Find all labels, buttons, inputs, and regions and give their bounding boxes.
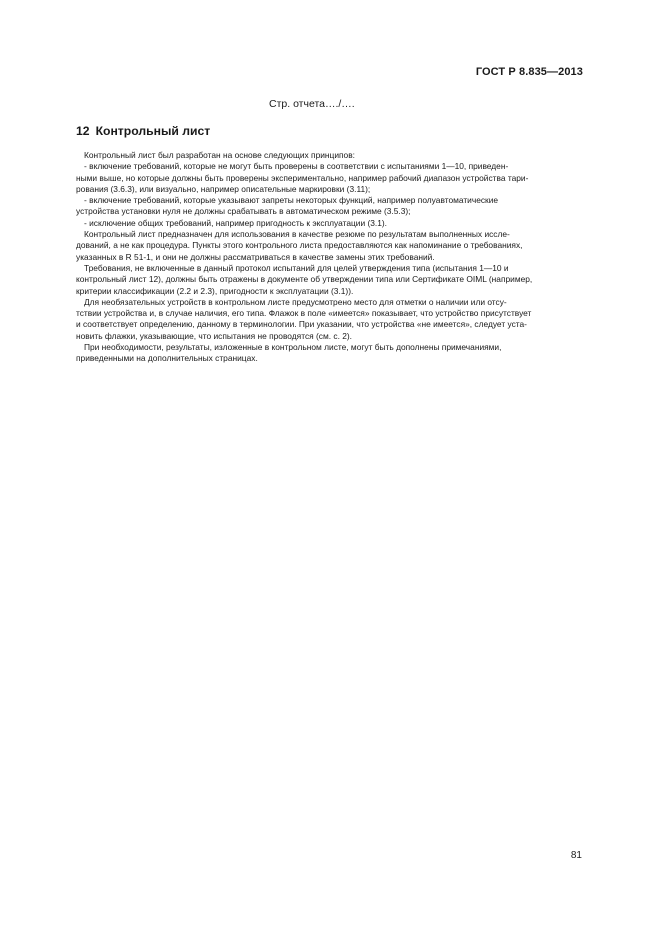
body-line: новить флажки, указывающие, что испытания не проводятся (см. с. 2). <box>76 330 352 341</box>
body-line: При необходимости, результаты, изложенные в контрольном листе, могут быть дополнены примечаниями, <box>84 342 502 353</box>
body-line: и соответствует определению, данному в терминологии. При указании, что устройства «не имеется», следует уста- <box>76 319 527 330</box>
body-line: - включение требований, которые указывают запреты некоторых функций, например полуавтоматические <box>84 195 499 206</box>
body-line: контрольный лист 12), должны быть отражены в документе об утверждении типа или Сертификате OIML (например, <box>76 274 533 285</box>
body-line: - включение требований, которые не могут быть проверены в соответствии с испытаниями 1—10, приведен- <box>84 161 509 172</box>
body-line: рования (3.6.3), или визуально, например описательные маркировки (3.11); <box>76 183 371 194</box>
section-heading <box>76 124 210 138</box>
body-line: ными выше, но которые должны быть проверены экспериментально, например рабочий диапазон устройства тари- <box>76 172 529 183</box>
body-line: тствии устройства и, в случае наличия, его типа. Флажок в поле «имеется» показывает, что устройство присутствует <box>76 308 532 319</box>
body-line: устройства установки нуля не должны срабатывать в автоматическом режиме (3.5.3); <box>76 206 411 217</box>
body-line: Контрольный лист был разработан на основе следующих принципов: <box>84 150 355 160</box>
page-number: 81 <box>570 850 582 861</box>
body-line: - исключение общих требований, например пригодность к эксплуатации (3.1). <box>84 217 388 228</box>
body-line: приведенными на дополнительных страницах. <box>76 353 258 364</box>
section-title: Контрольный лист <box>95 124 211 138</box>
section-number: 12 <box>76 124 90 138</box>
report-page-label: Стр. отчета…./…. <box>269 98 355 110</box>
body-line: Для необязательных устройств в контрольном листе предусмотрено место для отметки о наличии или отсу- <box>84 296 507 307</box>
body-line: критерии классификации (2.2 и 2.3), пригодности к эксплуатации (3.1)). <box>76 285 354 296</box>
body-line: дований, а не как процедура. Пункты этого контрольного листа предоставляются как напоминание о требованиях, <box>76 240 523 251</box>
body-line: Требования, не включенные в данный протокол испытаний для целей утверждения типа (испытания 1—10 и <box>84 262 509 273</box>
section-body <box>76 150 584 365</box>
body-line: Контрольный лист предназначен для использования в качестве резюме по результатам выполненных иссле- <box>84 229 510 240</box>
document-code: ГОСТ Р 8.835—2013 <box>475 66 583 78</box>
body-line: указанных в R 51-1, и они не должны рассматриваться в качестве замены этих требований. <box>76 251 435 262</box>
